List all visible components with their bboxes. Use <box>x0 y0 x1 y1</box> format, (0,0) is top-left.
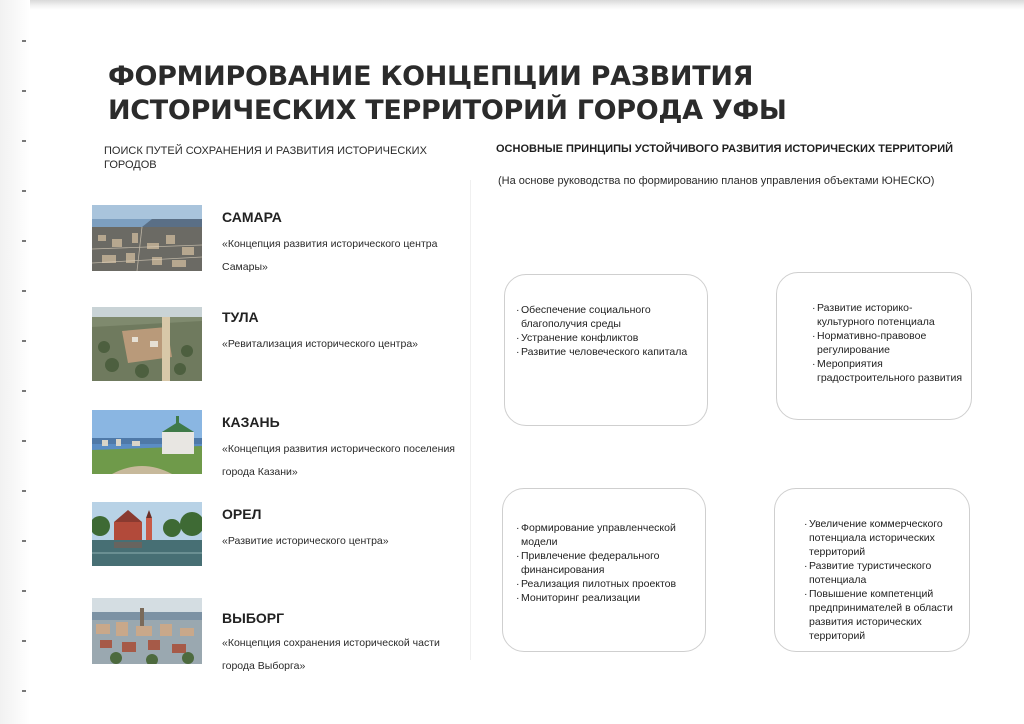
city-entry-samara <box>92 205 462 285</box>
principle-item: · Развитие человеческого капитала <box>517 345 701 359</box>
scan-edge-left <box>0 0 30 724</box>
city-name: ВЫБОРГ <box>222 610 285 626</box>
binding-mark <box>22 90 26 92</box>
city-entry-kazan <box>92 410 462 490</box>
principle-item: · Привлечение федерального финансирования <box>517 549 701 577</box>
principle-item: · Формирование управленческой модели <box>517 521 701 549</box>
binding-mark <box>22 490 26 492</box>
left-section-heading: ПОИСК ПУТЕЙ СОХРАНЕНИЯ И РАЗВИТИЯ ИСТОРИЧЕСКИХ ГОРОДОВ <box>104 145 427 171</box>
binding-mark <box>22 140 26 142</box>
city-name: ОРЕЛ <box>222 506 262 522</box>
principle-item: · Мониторинг реализации <box>517 591 701 605</box>
city-name: ТУЛА <box>222 309 259 325</box>
city-entry-vyborg <box>92 598 462 678</box>
tula-photo <box>92 307 202 381</box>
binding-mark <box>22 240 26 242</box>
principle-item: · Нормативно-правовое регулирование <box>813 329 969 357</box>
binding-mark <box>22 640 26 642</box>
principle-item: · Реализация пилотных проектов <box>517 577 701 591</box>
binding-mark <box>22 340 26 342</box>
principle-item: · Устранение конфликтов <box>517 331 701 345</box>
binding-mark <box>22 390 26 392</box>
principle-item: · Увеличение коммерческого потенциала исторических территорий <box>805 517 967 559</box>
city-description: «Концепция развития исторического центра Самары» <box>222 238 438 273</box>
page-title: ФОРМИРОВАНИЕ КОНЦЕПЦИИ РАЗВИТИЯ ИСТОРИЧЕСКИХ ТЕРРИТОРИЙ ГОРОДА УФЫ <box>108 61 787 126</box>
principle-box-commerce <box>774 488 970 652</box>
principle-item: · Обеспечение социального благополучия среды <box>517 303 701 331</box>
principle-box-heritage <box>776 272 972 420</box>
principle-list <box>813 301 969 385</box>
city-description: «Концепция сохранения исторической части города Выборга» <box>222 637 440 672</box>
principle-item: · Повышение компетенций предпринимателей в области развития исторических территорий <box>805 587 967 643</box>
principle-list <box>805 517 967 643</box>
binding-mark <box>22 540 26 542</box>
binding-mark <box>22 190 26 192</box>
principle-list <box>517 303 701 359</box>
city-name: КАЗАНЬ <box>222 414 280 430</box>
column-divider <box>470 180 471 660</box>
principle-box-social <box>504 274 708 426</box>
city-description: «Ревитализация исторического центра» <box>222 338 419 350</box>
binding-mark <box>22 690 26 692</box>
city-entry-tula <box>92 305 462 385</box>
binding-mark <box>22 40 26 42</box>
binding-mark <box>22 290 26 292</box>
city-name: САМАРА <box>222 209 282 225</box>
right-section-subheading: (На основе руководства по формированию планов управления объектами ЮНЕСКО) <box>498 175 935 187</box>
samara-photo <box>92 205 202 271</box>
kazan-photo <box>92 410 202 474</box>
city-description: «Концепция развития исторического поселения города Казани» <box>222 443 455 478</box>
orel-photo <box>92 502 202 566</box>
principle-item: · Мероприятия градостроительного развития <box>813 357 969 385</box>
principle-item: · Развитие туристического потенциала <box>805 559 967 587</box>
principle-item: · Развитие историко-культурного потенциала <box>813 301 969 329</box>
principle-box-management <box>502 488 706 652</box>
vyborg-photo <box>92 598 202 664</box>
binding-mark <box>22 590 26 592</box>
principle-list <box>517 521 701 605</box>
scan-edge-top <box>0 0 1024 10</box>
city-description: «Развитие исторического центра» <box>222 535 389 547</box>
right-section-heading: ОСНОВНЫЕ ПРИНЦИПЫ УСТОЙЧИВОГО РАЗВИТИЯ ИСТОРИЧЕСКИХ ТЕРРИТОРИЙ <box>496 143 954 155</box>
binding-mark <box>22 440 26 442</box>
city-entry-orel <box>92 502 462 582</box>
